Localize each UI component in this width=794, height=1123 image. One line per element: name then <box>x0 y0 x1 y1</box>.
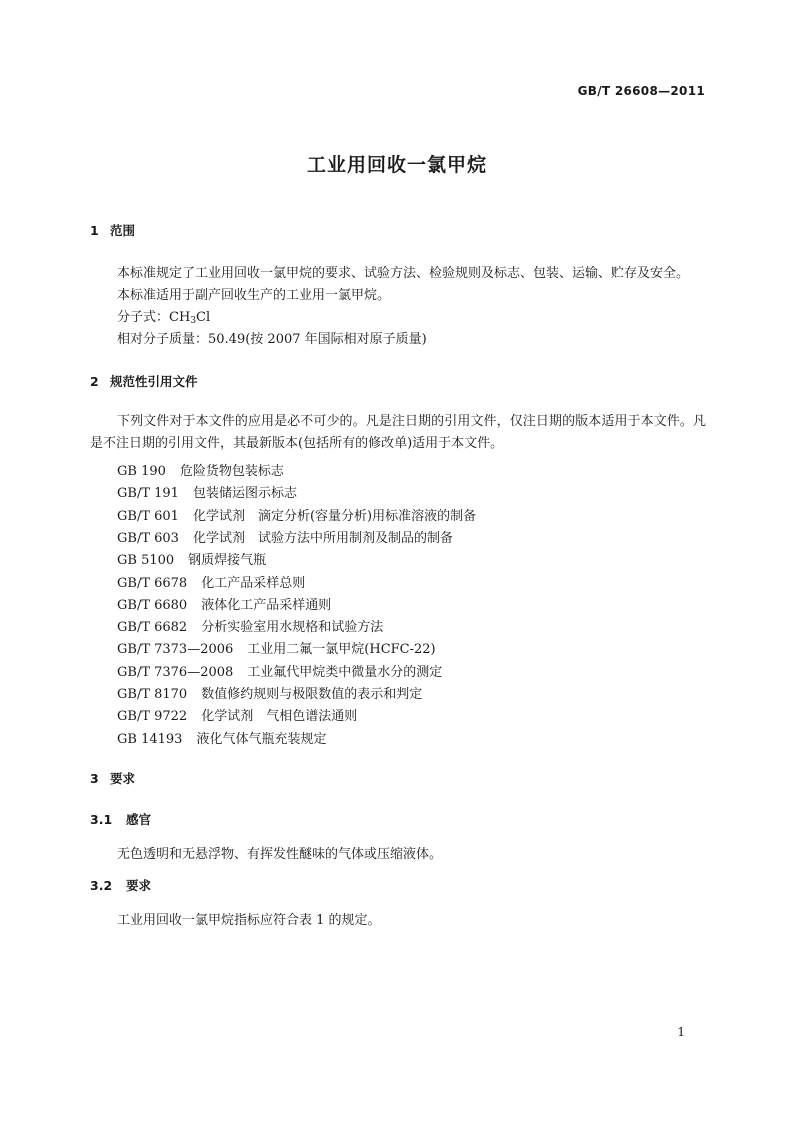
section-title: 感官 <box>126 812 152 827</box>
reference-title: 分析实验室用水规格和试验方法 <box>201 620 384 636</box>
page-number: 1 <box>677 1025 685 1039</box>
reference-code: GB/T 7373—2006 <box>117 642 234 658</box>
reference-code: GB 190 <box>117 464 166 479</box>
reference-code: GB/T 603 <box>117 530 179 546</box>
reference-title: 化学试剂 试验方法中所用制剂及制品的制备 <box>192 530 453 546</box>
reference-item <box>117 549 266 568</box>
normative-intro: 下列文件对于本文件的应用是必不可少的。凡是注日期的引用文件，仅注日期的版本适用于本文件。凡是不注日期的引用文件，其最新版本(包括所有的修改单)适用于本文件。 <box>90 414 706 451</box>
reference-code: GB/T 191 <box>117 486 179 502</box>
reference-code: GB/T 8170 <box>117 687 188 702</box>
reference-title: 化学试剂 气相色谱法通则 <box>201 709 358 725</box>
reference-title: 包装储运图示标志 <box>192 486 297 502</box>
reference-item <box>117 683 422 702</box>
scope-line-2: 本标准适用于副产回收生产的工业用一氯甲烷。 <box>117 288 391 303</box>
reference-code: GB/T 601 <box>117 508 179 524</box>
section-number: 1 <box>90 223 99 238</box>
reference-code: GB 5100 <box>117 553 175 569</box>
section-number: 3 <box>90 771 99 786</box>
reference-item <box>117 460 284 479</box>
reference-item <box>117 527 453 546</box>
formula-cl: Cl <box>196 310 211 325</box>
section-1-heading <box>90 221 135 239</box>
section-title: 要求 <box>126 878 152 893</box>
reference-code: GB/T 6680 <box>117 597 188 613</box>
reference-code: GB/T 6682 <box>117 620 188 636</box>
reference-title: 危险货物包装标志 <box>179 464 284 479</box>
section-number: 2 <box>90 374 99 389</box>
section-title: 范围 <box>110 223 136 238</box>
molecular-formula <box>117 306 210 326</box>
formula-label: 分子式： <box>117 310 170 325</box>
reference-item <box>117 482 297 501</box>
reference-code: GB/T 7376—2008 <box>117 664 234 680</box>
document-title: 工业用回收一氯甲烷 <box>306 154 487 176</box>
scope-line-1: 本标准规定了工业用回收一氯甲烷的要求、试验方法、检验规则及标志、包装、运输、贮存及安全。 <box>117 266 690 281</box>
reference-code: GB 14193 <box>117 731 183 747</box>
reference-item <box>117 572 305 591</box>
reference-code: GB/T 6678 <box>117 575 188 591</box>
reference-title: 液体化工产品采样通则 <box>201 597 332 613</box>
reference-item <box>117 638 436 657</box>
reference-item <box>117 661 442 680</box>
reference-title: 化学试剂 滴定分析(容量分析)用标准溶液的制备 <box>192 508 477 524</box>
reference-title: 数值修约规则与极限数值的表示和判定 <box>201 687 423 702</box>
molecular-mass: 相对分子质量：50.49(按 2007 年国际相对原子质量) <box>117 332 427 347</box>
reference-title: 工业用二氟一氯甲烷(HCFC-22) <box>247 642 436 658</box>
section-3-1-heading <box>90 810 151 828</box>
section-title: 规范性引用文件 <box>110 374 198 389</box>
reference-item <box>117 728 326 747</box>
reference-item <box>117 505 476 524</box>
formula-subscript: 3 <box>190 316 197 326</box>
reference-item <box>117 705 357 724</box>
reference-item <box>117 594 331 613</box>
requirement-text: 工业用回收一氯甲烷指标应符合表 1 的规定。 <box>117 913 381 928</box>
reference-item <box>117 616 383 635</box>
reference-title: 钢质焊接气瓶 <box>188 553 267 569</box>
reference-title: 工业氟代甲烷类中微量水分的测定 <box>247 664 443 680</box>
section-3-heading <box>90 769 135 787</box>
section-3-2-heading <box>90 876 151 894</box>
reference-title: 液化气体气瓶充装规定 <box>196 731 327 747</box>
section-2-heading <box>90 372 198 390</box>
formula-ch: CH <box>169 310 191 325</box>
reference-title: 化工产品采样总则 <box>201 575 306 591</box>
section-number: 3.2 <box>90 878 113 893</box>
section-title: 要求 <box>110 771 136 786</box>
standard-code: GB/T 26608—2011 <box>577 84 705 98</box>
sensory-requirement: 无色透明和无悬浮物、有挥发性醚味的气体或压缩液体。 <box>117 847 443 862</box>
section-number: 3.1 <box>90 812 113 827</box>
reference-code: GB/T 9722 <box>117 709 188 725</box>
